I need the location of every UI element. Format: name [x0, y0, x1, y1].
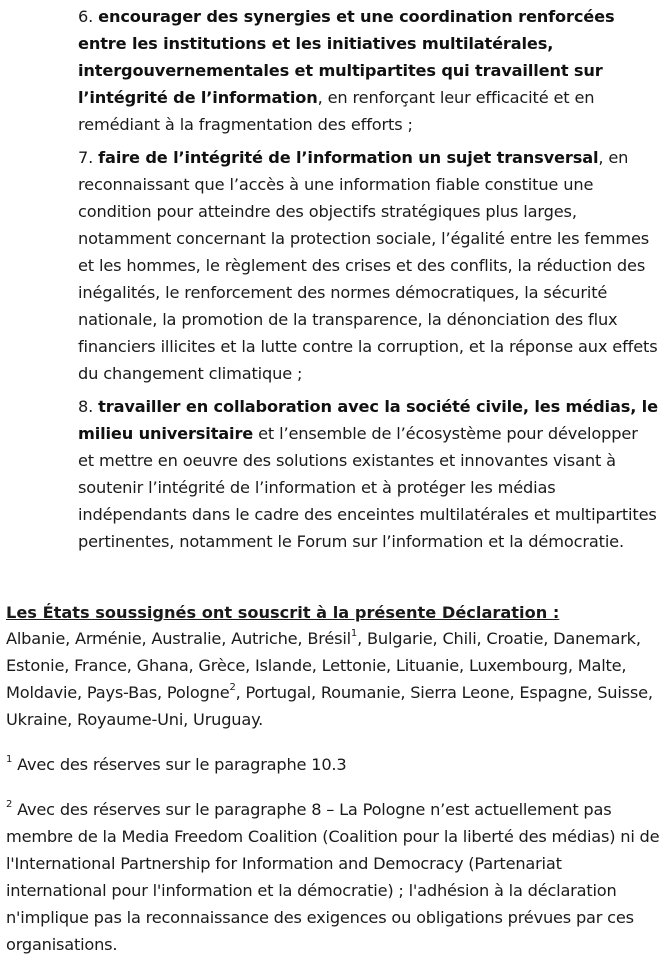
- signatories-text-2: , Bulgarie, Chili, Croatie, Danemark, Estonie, France, Ghana, Grèce, Islande, Lettonie, Lituanie, Luxembourg, Malte, Moldavie, Pays-Bas, Pologne: [6, 629, 641, 702]
- item-bold-text: encourager des synergies et une coordination renforcées entre les institutions et les initiatives multilatérales, intergouvernementales et multipartites qui travaillent sur l’intégrité de l’information: [78, 7, 615, 107]
- item-bold-text: travailler en collaboration avec la société civile, les médias, le milieu universitaire: [78, 397, 658, 443]
- item-number: 7.: [78, 148, 94, 167]
- signatories-heading: Les États soussignés ont souscrit à la présente Déclaration :: [6, 603, 560, 622]
- paragraph-item-7: [78, 144, 658, 387]
- item-number: 6.: [78, 7, 94, 26]
- footnote-ref-1: 1: [350, 627, 358, 639]
- footnote-1: [6, 751, 661, 778]
- paragraph-item-6: [78, 3, 658, 138]
- footnote-marker: 2: [6, 798, 13, 810]
- signatories-text-1: Albanie, Arménie, Australie, Autriche, Brésil: [6, 629, 351, 648]
- item-number: 8.: [78, 397, 94, 416]
- item-bold-text: faire de l’intégrité de l’information un sujet transversal: [98, 148, 599, 167]
- item-text: , en renforçant leur efficacité et en remédiant à la fragmentation des efforts ;: [78, 88, 595, 134]
- item-text: et l’ensemble de l’écosystème pour développer et mettre en oeuvre des solutions existantes et innovantes visant à soutenir l’intégrité de l’information et à protéger les médias indépendants dans le cadre des enceintes multilatérales et multipartites pertinentes, notamment le Forum sur l’information et la démocratie.: [78, 424, 657, 551]
- signatories-list: [6, 625, 661, 733]
- item-text: , en reconnaissant que l’accès à une information fiable constitue une condition pour atteindre des objectifs stratégiques plus larges, notamment concernant la protection sociale, l’égalité entre les femmes et les hommes, le règlement des crises et des conflits, la réduction des inégalités, le renforcement des normes démocratiques, la sécurité nationale, la promotion de la transparence, la dénonciation des flux financiers illicites et la lutte contre la corruption, et la réponse aux effets du changement climatique ;: [78, 148, 658, 383]
- paragraph-item-8: [78, 393, 658, 555]
- footnote-ref-2: 2: [229, 681, 236, 693]
- footnote-text: Avec des réserves sur le paragraphe 10.3: [12, 755, 347, 774]
- footnote-marker: 1: [6, 753, 13, 765]
- footnote-text: Avec des réserves sur le paragraphe 8 – La Pologne n’est actuellement pas membre de la Media Freedom Coalition (Coalition pour la liberté des médias) ni de l'International Partnership for Information and Democracy (Partenariat international pour l'information et la démocratie) ; l'adhésion à la déclaration n'implique pas la reconnaissance des exigences ou obligations prévues par ces organisations.: [6, 800, 660, 954]
- signatories-text-3: , Portugal, Roumanie, Sierra Leone, Espagne, Suisse, Ukraine, Royaume-Uni, Uruguay.: [6, 683, 653, 729]
- footnote-2: [6, 796, 661, 958]
